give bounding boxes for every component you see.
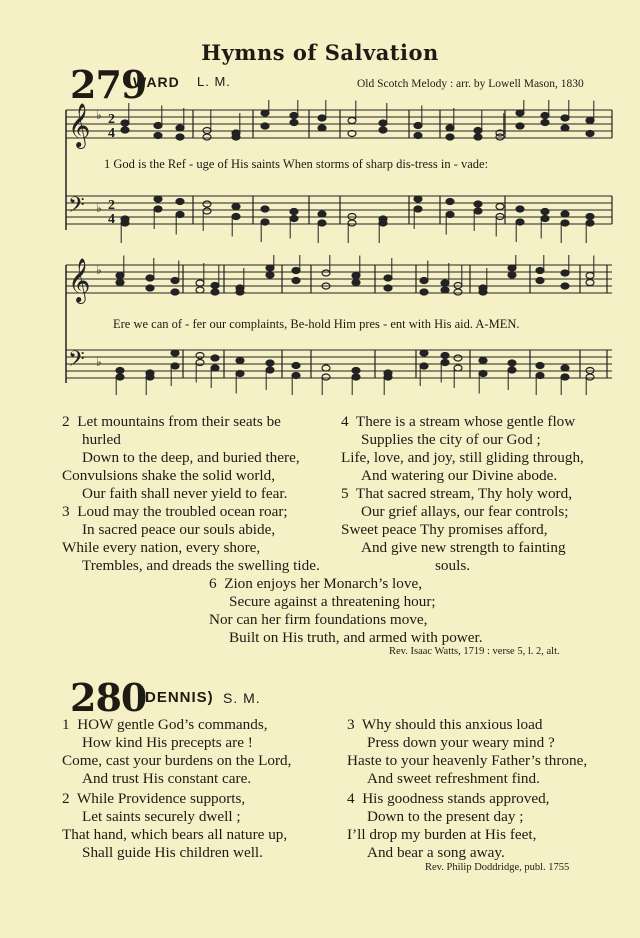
note-head bbox=[116, 374, 124, 380]
stanza-line: Zion enjoys her Monarch’s love, bbox=[224, 575, 423, 592]
note-head bbox=[541, 120, 549, 126]
note-head bbox=[352, 273, 360, 279]
stanza-4 bbox=[347, 790, 627, 862]
stanza-line: Supplies the city of our God ; bbox=[361, 431, 541, 448]
note-head bbox=[454, 355, 462, 361]
key-signature-flat: ♭ bbox=[96, 108, 102, 122]
stanza-number: 2 bbox=[62, 413, 70, 430]
stanza-line: Let mountains from their seats be bbox=[77, 413, 281, 430]
note-head bbox=[121, 220, 129, 226]
note-head bbox=[154, 196, 162, 202]
note-head bbox=[318, 211, 326, 217]
note-head bbox=[474, 208, 482, 214]
note-head bbox=[454, 289, 462, 295]
note-head bbox=[508, 265, 516, 271]
note-head bbox=[211, 289, 219, 295]
note-head bbox=[516, 206, 524, 212]
note-head bbox=[352, 374, 360, 380]
note-head bbox=[236, 371, 244, 377]
key-signature-flat: ♭ bbox=[96, 355, 102, 369]
note-head bbox=[232, 214, 240, 220]
note-head bbox=[236, 358, 244, 364]
author-credit: Rev. Isaac Watts, 1719 : verse 5, l. 2, alt. bbox=[389, 646, 560, 657]
note-head bbox=[384, 374, 392, 380]
stanza-number: 3 bbox=[347, 716, 355, 733]
note-head bbox=[586, 273, 594, 279]
note-head bbox=[508, 367, 516, 373]
note-head bbox=[536, 363, 544, 369]
note-head bbox=[536, 268, 544, 274]
stanza-line: That hand, which bears all nature up, bbox=[62, 826, 288, 843]
note-head bbox=[261, 206, 269, 212]
note-head bbox=[290, 216, 298, 222]
note-head bbox=[154, 123, 162, 129]
note-head bbox=[322, 374, 330, 380]
stanza-line: Sweet peace Thy promises afford, bbox=[341, 521, 548, 538]
note-head bbox=[474, 201, 482, 207]
note-head bbox=[266, 265, 274, 271]
note-head bbox=[420, 289, 428, 295]
stanza-2 bbox=[62, 790, 342, 862]
key-signature-flat: ♭ bbox=[96, 263, 102, 277]
music-credit: Old Scotch Melody : arr. by Lowell Mason, 1830 bbox=[357, 78, 584, 90]
note-head bbox=[496, 134, 504, 140]
hymn-number: 280 bbox=[70, 675, 147, 720]
note-head bbox=[536, 373, 544, 379]
note-head bbox=[290, 120, 298, 126]
note-head bbox=[474, 128, 482, 134]
stanza-line: And bear a song away. bbox=[367, 844, 505, 861]
stanza-2 bbox=[62, 413, 337, 503]
note-head bbox=[196, 287, 204, 293]
note-head bbox=[146, 275, 154, 281]
note-head bbox=[154, 133, 162, 139]
stanza-1 bbox=[62, 716, 342, 788]
note-head bbox=[508, 272, 516, 278]
note-head bbox=[441, 360, 449, 366]
note-head bbox=[384, 285, 392, 291]
note-head bbox=[479, 358, 487, 364]
stanza-line: And trust His constant care. bbox=[82, 770, 252, 787]
note-head bbox=[479, 371, 487, 377]
stanza-number: 5 bbox=[341, 485, 349, 502]
note-head bbox=[420, 350, 428, 356]
note-head bbox=[414, 206, 422, 212]
note-head bbox=[561, 125, 569, 131]
author-credit: Rev. Philip Doddridge, publ. 1755 bbox=[425, 862, 570, 873]
note-head bbox=[292, 363, 300, 369]
stanza-line: souls. bbox=[435, 557, 471, 574]
note-head bbox=[536, 278, 544, 284]
note-head bbox=[266, 367, 274, 373]
stanza-line: And sweet refreshment find. bbox=[367, 770, 540, 787]
note-head bbox=[352, 368, 360, 374]
note-head bbox=[116, 280, 124, 286]
note-head bbox=[561, 283, 569, 289]
note-head bbox=[441, 287, 449, 293]
note-head bbox=[516, 219, 524, 225]
stanza-line: Shall guide His children well. bbox=[82, 844, 263, 861]
stanza-3 bbox=[62, 503, 342, 575]
stanza-line: While Providence supports, bbox=[76, 790, 246, 807]
note-head bbox=[266, 272, 274, 278]
stanza-number: 2 bbox=[62, 790, 70, 807]
note-head bbox=[379, 127, 387, 133]
note-head bbox=[379, 220, 387, 226]
note-head bbox=[322, 270, 330, 276]
meter: S. M. bbox=[223, 690, 261, 706]
stanza-line: His goodness stands approved, bbox=[362, 790, 550, 807]
note-head bbox=[541, 216, 549, 222]
tune-name: WARD bbox=[133, 74, 180, 90]
note-head bbox=[290, 113, 298, 119]
stanza-line: Come, cast your burdens on the Lord, bbox=[62, 752, 292, 769]
stanza-line: In sacred peace our souls abide, bbox=[82, 521, 276, 538]
lyric-line-2: Ere we can of - fer our complaints, Be-hold Him pres - ent with His aid. A-MEN. bbox=[113, 317, 520, 331]
note-head bbox=[586, 280, 594, 286]
stanza-line: And watering our Divine abode. bbox=[361, 467, 558, 484]
treble-clef: 𝄞 bbox=[68, 103, 91, 147]
note-head bbox=[146, 374, 154, 380]
note-head bbox=[211, 355, 219, 361]
note-head bbox=[176, 199, 184, 205]
note-head bbox=[420, 363, 428, 369]
note-head bbox=[561, 211, 569, 217]
note-head bbox=[586, 131, 594, 137]
note-head bbox=[211, 365, 219, 371]
stanza-line: Built on His truth, and armed with power. bbox=[229, 629, 483, 646]
note-head bbox=[232, 204, 240, 210]
stanza-line: Let saints securely dwell ; bbox=[82, 808, 241, 825]
note-head bbox=[290, 209, 298, 215]
note-head bbox=[176, 134, 184, 140]
stanza-line: Down to the present day ; bbox=[367, 808, 524, 825]
note-head bbox=[146, 285, 154, 291]
note-head bbox=[121, 127, 129, 133]
stanza-line: While every nation, every shore, bbox=[62, 539, 261, 556]
note-head bbox=[516, 110, 524, 116]
page-header: Hymns of Salvation bbox=[201, 40, 439, 65]
note-head bbox=[318, 125, 326, 131]
note-head bbox=[171, 289, 179, 295]
stanza-line: How kind His precepts are ! bbox=[82, 734, 253, 751]
stanza-line: There is a stream whose gentle flow bbox=[355, 413, 576, 430]
stanza-6 bbox=[209, 575, 549, 647]
note-head bbox=[479, 289, 487, 295]
note-head bbox=[261, 123, 269, 129]
time-signature: 2 bbox=[108, 112, 115, 127]
note-head bbox=[441, 353, 449, 359]
note-head bbox=[379, 120, 387, 126]
note-head bbox=[586, 220, 594, 226]
note-head bbox=[474, 134, 482, 140]
note-head bbox=[203, 134, 211, 140]
note-head bbox=[196, 360, 204, 366]
stanza-line: And give new strength to fainting bbox=[361, 539, 566, 556]
bass-clef: 𝄢 bbox=[68, 347, 85, 377]
time-signature: 4 bbox=[108, 212, 115, 227]
note-head bbox=[322, 365, 330, 371]
stanza-5 bbox=[341, 485, 621, 575]
note-head bbox=[446, 125, 454, 131]
note-head bbox=[292, 268, 300, 274]
note-head bbox=[203, 201, 211, 207]
stanza-line: Down to the deep, and buried there, bbox=[82, 449, 300, 466]
note-head bbox=[352, 280, 360, 286]
note-head bbox=[454, 365, 462, 371]
hymn-number: 279 bbox=[70, 62, 147, 107]
meter: L. M. bbox=[197, 74, 231, 89]
note-head bbox=[266, 360, 274, 366]
stanza-line: hurled bbox=[82, 431, 121, 448]
stanza-line: Why should this anxious load bbox=[361, 716, 543, 733]
stanza-line: That sacred stream, Thy holy word, bbox=[355, 485, 573, 502]
note-head bbox=[292, 373, 300, 379]
note-head bbox=[203, 208, 211, 214]
note-head bbox=[561, 365, 569, 371]
tune-name: (DENNIS) bbox=[139, 689, 214, 706]
note-head bbox=[176, 212, 184, 218]
stanza-line: I’ll drop my burden at His feet, bbox=[347, 826, 537, 843]
time-signature: 2 bbox=[108, 198, 115, 213]
lyric-line-1: 1 God is the Ref - uge of His saints When storms of sharp dis-tress in - vade: bbox=[104, 157, 489, 171]
stanza-number: 3 bbox=[62, 503, 70, 520]
stanza-line: Haste to your heavenly Father’s throne, bbox=[347, 752, 588, 769]
note-head bbox=[414, 196, 422, 202]
note-head bbox=[414, 123, 422, 129]
note-head bbox=[171, 350, 179, 356]
stanza-line: Press down your weary mind ? bbox=[367, 734, 555, 751]
bass-clef: 𝄢 bbox=[68, 193, 85, 223]
stanza-4 bbox=[341, 413, 621, 485]
stanza-line: Nor can her firm foundations move, bbox=[209, 611, 428, 628]
note-head bbox=[261, 110, 269, 116]
stanza-line: Loud may the troubled ocean roar; bbox=[77, 503, 288, 520]
stanza-line: Life, love, and joy, still gliding through, bbox=[341, 449, 584, 466]
note-head bbox=[561, 374, 569, 380]
time-signature: 4 bbox=[108, 126, 115, 141]
note-head bbox=[261, 219, 269, 225]
note-head bbox=[446, 134, 454, 140]
note-head bbox=[446, 199, 454, 205]
note-head bbox=[446, 212, 454, 218]
note-head bbox=[116, 368, 124, 374]
stanza-number: 6 bbox=[209, 575, 217, 592]
note-head bbox=[196, 280, 204, 286]
stanza-line: Our faith shall never yield to fear. bbox=[82, 485, 288, 502]
note-head bbox=[586, 374, 594, 380]
note-head bbox=[420, 278, 428, 284]
note-head bbox=[348, 220, 356, 226]
note-head bbox=[508, 360, 516, 366]
stanza-3 bbox=[347, 716, 627, 788]
stanza-line: Convulsions shake the solid world, bbox=[62, 467, 276, 484]
note-head bbox=[561, 270, 569, 276]
note-head bbox=[441, 280, 449, 286]
note-head bbox=[516, 123, 524, 129]
note-head bbox=[318, 220, 326, 226]
note-head bbox=[414, 133, 422, 139]
stanza-line: Trembles, and dreads the swelling tide. bbox=[82, 557, 320, 574]
stanza-line: HOW gentle God’s commands, bbox=[77, 716, 268, 733]
note-head bbox=[318, 115, 326, 121]
note-head bbox=[176, 125, 184, 131]
note-head bbox=[292, 278, 300, 284]
note-head bbox=[116, 273, 124, 279]
note-head bbox=[348, 118, 356, 124]
treble-clef: 𝄞 bbox=[68, 258, 91, 302]
key-signature-flat: ♭ bbox=[96, 201, 102, 215]
note-head bbox=[561, 220, 569, 226]
stanza-number: 4 bbox=[341, 413, 349, 430]
note-head bbox=[561, 115, 569, 121]
note-head bbox=[586, 118, 594, 124]
note-head bbox=[171, 278, 179, 284]
note-head bbox=[496, 204, 504, 210]
note-head bbox=[384, 275, 392, 281]
note-head bbox=[171, 363, 179, 369]
note-head bbox=[196, 353, 204, 359]
stanza-line: Our grief allays, our fear controls; bbox=[361, 503, 569, 520]
stanza-line: Secure against a threatening hour; bbox=[229, 593, 436, 610]
stanza-number: 1 bbox=[62, 716, 70, 733]
note-head bbox=[154, 206, 162, 212]
stanza-number: 4 bbox=[347, 790, 355, 807]
note-head bbox=[236, 289, 244, 295]
note-head bbox=[232, 134, 240, 140]
note-head bbox=[211, 283, 219, 289]
note-head bbox=[121, 120, 129, 126]
note-head bbox=[541, 209, 549, 215]
note-head bbox=[586, 214, 594, 220]
note-head bbox=[541, 113, 549, 119]
